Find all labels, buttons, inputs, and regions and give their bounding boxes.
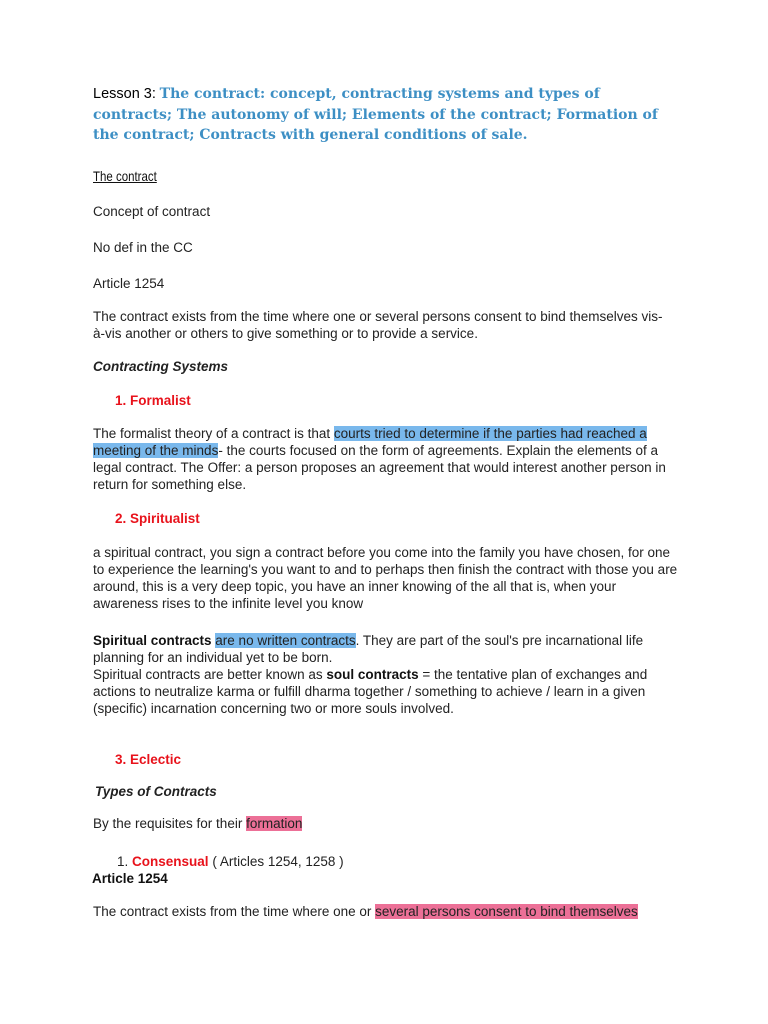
formalist-rest: - the courts focused on the form of agreements. Explain the elements of a legal contract. The Offer: a person proposes an agreement that would interest another person in return for something else. xyxy=(93,443,666,492)
formation-highlight: formation xyxy=(246,816,303,831)
spiritual-highlight: are no written contracts xyxy=(215,633,356,648)
spiritualist-paragraph-1: a spiritual contract, you sign a contract before you come into the family you have chosen, for one to experience the learning's you want to and to perhaps then finish the contract with those you are around, this is a very deep topic, you have an inner knowing of the all that is, when your awareness rises to the infinite level you know xyxy=(93,545,678,611)
lesson-title-text: The contract: concept, contracting systems and types of contracts; The autonomy of will; Elements of the contract; Formation of the contract; Contracts with general conditions of sale. xyxy=(93,86,658,143)
soul-contracts-rest: = the tentative plan of exchanges and actions to neutralize karma or fulfill dharma together / something to achieve / learn in a given (specific) incarnation concerning two or more souls involved. xyxy=(93,667,648,716)
article-highlight: several persons consent to bind themselves xyxy=(375,904,638,919)
consensual-label: Consensual xyxy=(132,854,209,869)
formalist-heading: 1. Formalist xyxy=(115,393,191,408)
section-heading-contract: The contract xyxy=(93,168,157,184)
spiritual-rest: . They are part of the soul's pre incarnational life planning for an individual yet to be born. xyxy=(93,633,644,665)
lesson-label: Lesson 3: xyxy=(93,86,156,102)
lesson-title xyxy=(93,84,673,146)
contract-definition: The contract exists from the time where one or several persons consent to bind themselves vis-à-vis another or others to give something or to provide a service. xyxy=(93,309,663,341)
consensual-articles: ( Articles 1254, 1258 ) xyxy=(208,854,344,869)
requisites-line xyxy=(93,815,683,832)
types-of-contracts-heading: Types of Contracts xyxy=(95,784,217,799)
consensual-number: 1. xyxy=(117,854,129,869)
article-1254-heading: Article 1254 xyxy=(92,871,168,886)
spiritualist-paragraph-2 xyxy=(93,632,683,717)
formalist-intro: The formalist theory of a contract is that xyxy=(93,426,334,441)
contracting-systems-heading: Contracting Systems xyxy=(93,359,229,374)
consensual-line xyxy=(117,853,707,870)
spiritualist-heading: 2. Spiritualist xyxy=(115,511,200,526)
article-line: Article 1254 xyxy=(93,276,165,291)
formalist-paragraph xyxy=(93,425,683,493)
concept-line: Concept of contract xyxy=(93,204,211,219)
article-1254-text xyxy=(93,903,693,920)
soul-contracts-bold: soul contracts xyxy=(326,667,419,682)
article-text-start: The contract exists from the time where one or xyxy=(93,904,376,919)
formalist-highlight: courts tried to determine if the parties had reached a meeting of the minds xyxy=(93,426,647,458)
spiritual-contracts-bold: Spiritual contracts xyxy=(93,633,212,648)
soul-contracts-start: Spiritual contracts are better known as xyxy=(93,667,327,682)
no-def-line: No def in the CC xyxy=(93,240,193,255)
eclectic-heading: 3. Eclectic xyxy=(115,752,182,767)
requisites-intro: By the requisites for their xyxy=(93,816,247,831)
